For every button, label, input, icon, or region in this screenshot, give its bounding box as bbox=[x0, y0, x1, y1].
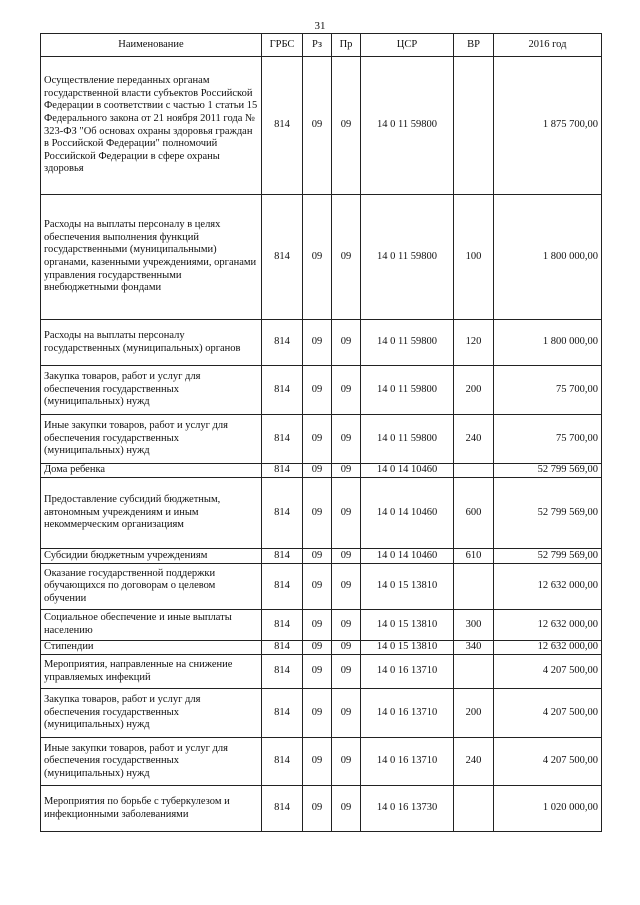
table-row bbox=[41, 738, 602, 786]
table-row bbox=[41, 320, 602, 366]
table-header-row bbox=[41, 34, 602, 57]
cell-vr: 610 bbox=[454, 549, 494, 564]
cell-pr: 09 bbox=[332, 195, 361, 320]
cell-pr: 09 bbox=[332, 655, 361, 689]
cell-amount: 52 799 569,00 bbox=[494, 464, 602, 478]
cell-amount: 1 020 000,00 bbox=[494, 786, 602, 832]
budget-table bbox=[40, 33, 602, 832]
table-row bbox=[41, 786, 602, 832]
cell-amount: 12 632 000,00 bbox=[494, 610, 602, 641]
header-year: 2016 год bbox=[494, 34, 602, 57]
cell-amount: 1 875 700,00 bbox=[494, 57, 602, 195]
table-row bbox=[41, 195, 602, 320]
cell-rz: 09 bbox=[303, 464, 332, 478]
table-row bbox=[41, 655, 602, 689]
cell-name: Осуществление переданных органам государственной власти субъектов Российской Федерации в соответствии с частью 1 статьи 15 Федерального закона от 21 ноября 2011 года № 323-ФЗ "Об основах охраны здоровья граждан в Российской Федерации" полномочий Российской Федерации в сфере охраны здоровья bbox=[41, 57, 262, 195]
table-row bbox=[41, 415, 602, 464]
table-row bbox=[41, 610, 602, 641]
cell-grbs: 814 bbox=[262, 464, 303, 478]
cell-pr: 09 bbox=[332, 610, 361, 641]
table-row bbox=[41, 564, 602, 610]
cell-grbs: 814 bbox=[262, 415, 303, 464]
cell-csr: 14 0 16 13710 bbox=[361, 655, 454, 689]
cell-rz: 09 bbox=[303, 366, 332, 415]
header-vr: ВР bbox=[454, 34, 494, 57]
cell-rz: 09 bbox=[303, 610, 332, 641]
cell-pr: 09 bbox=[332, 415, 361, 464]
cell-name: Закупка товаров, работ и услуг для обеспечения государственных (муниципальных) нужд bbox=[41, 366, 262, 415]
cell-csr: 14 0 11 59800 bbox=[361, 415, 454, 464]
cell-name: Дома ребенка bbox=[41, 464, 262, 478]
cell-name: Расходы на выплаты персоналу государственных (муниципальных) органов bbox=[41, 320, 262, 366]
cell-rz: 09 bbox=[303, 415, 332, 464]
cell-grbs: 814 bbox=[262, 610, 303, 641]
cell-pr: 09 bbox=[332, 478, 361, 549]
cell-rz: 09 bbox=[303, 549, 332, 564]
cell-csr: 14 0 11 59800 bbox=[361, 195, 454, 320]
cell-csr: 14 0 16 13710 bbox=[361, 738, 454, 786]
cell-amount: 52 799 569,00 bbox=[494, 549, 602, 564]
cell-name: Субсидии бюджетным учреждениям bbox=[41, 549, 262, 564]
header-grbs: ГРБС bbox=[262, 34, 303, 57]
table-row bbox=[41, 57, 602, 195]
cell-pr: 09 bbox=[332, 689, 361, 738]
cell-grbs: 814 bbox=[262, 195, 303, 320]
cell-grbs: 814 bbox=[262, 655, 303, 689]
cell-grbs: 814 bbox=[262, 320, 303, 366]
cell-vr: 340 bbox=[454, 641, 494, 655]
cell-grbs: 814 bbox=[262, 366, 303, 415]
cell-amount: 4 207 500,00 bbox=[494, 738, 602, 786]
cell-csr: 14 0 14 10460 bbox=[361, 464, 454, 478]
cell-pr: 09 bbox=[332, 320, 361, 366]
cell-vr bbox=[454, 786, 494, 832]
cell-vr bbox=[454, 464, 494, 478]
cell-rz: 09 bbox=[303, 641, 332, 655]
cell-amount: 75 700,00 bbox=[494, 415, 602, 464]
cell-vr bbox=[454, 655, 494, 689]
cell-csr: 14 0 11 59800 bbox=[361, 366, 454, 415]
cell-name: Оказание государственной поддержки обучающихся по договорам о целевом обучении bbox=[41, 564, 262, 610]
cell-pr: 09 bbox=[332, 786, 361, 832]
cell-grbs: 814 bbox=[262, 549, 303, 564]
cell-csr: 14 0 15 13810 bbox=[361, 564, 454, 610]
cell-pr: 09 bbox=[332, 366, 361, 415]
cell-name: Предоставление субсидий бюджетным, автономным учреждениям и иным некоммерческим организациям bbox=[41, 478, 262, 549]
cell-amount: 12 632 000,00 bbox=[494, 641, 602, 655]
cell-grbs: 814 bbox=[262, 738, 303, 786]
cell-vr: 600 bbox=[454, 478, 494, 549]
cell-amount: 4 207 500,00 bbox=[494, 689, 602, 738]
cell-name: Иные закупки товаров, работ и услуг для обеспечения государственных (муниципальных) нужд bbox=[41, 415, 262, 464]
cell-amount: 75 700,00 bbox=[494, 366, 602, 415]
cell-vr: 240 bbox=[454, 738, 494, 786]
cell-pr: 09 bbox=[332, 641, 361, 655]
cell-vr: 300 bbox=[454, 610, 494, 641]
cell-rz: 09 bbox=[303, 689, 332, 738]
table-row bbox=[41, 478, 602, 549]
table-row bbox=[41, 549, 602, 564]
cell-csr: 14 0 15 13810 bbox=[361, 641, 454, 655]
cell-vr: 240 bbox=[454, 415, 494, 464]
cell-pr: 09 bbox=[332, 464, 361, 478]
cell-name: Расходы на выплаты персоналу в целях обеспечения выполнения функций государственными (муниципальными) органами, казенными учреждениями, органами управления государственными внебюджетными фондами bbox=[41, 195, 262, 320]
cell-csr: 14 0 14 10460 bbox=[361, 549, 454, 564]
cell-vr: 120 bbox=[454, 320, 494, 366]
cell-name: Социальное обеспечение и иные выплаты населению bbox=[41, 610, 262, 641]
table-row bbox=[41, 641, 602, 655]
cell-csr: 14 0 16 13730 bbox=[361, 786, 454, 832]
cell-grbs: 814 bbox=[262, 786, 303, 832]
cell-amount: 1 800 000,00 bbox=[494, 320, 602, 366]
cell-amount: 4 207 500,00 bbox=[494, 655, 602, 689]
cell-name: Иные закупки товаров, работ и услуг для обеспечения государственных (муниципальных) нужд bbox=[41, 738, 262, 786]
cell-csr: 14 0 16 13710 bbox=[361, 689, 454, 738]
cell-pr: 09 bbox=[332, 564, 361, 610]
cell-pr: 09 bbox=[332, 738, 361, 786]
cell-amount: 12 632 000,00 bbox=[494, 564, 602, 610]
cell-rz: 09 bbox=[303, 320, 332, 366]
table-row bbox=[41, 366, 602, 415]
cell-rz: 09 bbox=[303, 478, 332, 549]
cell-rz: 09 bbox=[303, 195, 332, 320]
cell-csr: 14 0 11 59800 bbox=[361, 57, 454, 195]
cell-pr: 09 bbox=[332, 57, 361, 195]
cell-grbs: 814 bbox=[262, 564, 303, 610]
cell-vr: 200 bbox=[454, 689, 494, 738]
page-number: 31 bbox=[314, 20, 326, 32]
header-name: Наименование bbox=[41, 34, 262, 57]
cell-rz: 09 bbox=[303, 738, 332, 786]
cell-rz: 09 bbox=[303, 655, 332, 689]
cell-vr: 100 bbox=[454, 195, 494, 320]
cell-vr bbox=[454, 57, 494, 195]
cell-vr bbox=[454, 564, 494, 610]
cell-amount: 52 799 569,00 bbox=[494, 478, 602, 549]
cell-csr: 14 0 11 59800 bbox=[361, 320, 454, 366]
table-row bbox=[41, 689, 602, 738]
cell-rz: 09 bbox=[303, 57, 332, 195]
cell-vr: 200 bbox=[454, 366, 494, 415]
cell-name: Мероприятия по борьбе с туберкулезом и инфекционными заболеваниями bbox=[41, 786, 262, 832]
cell-name: Мероприятия, направленные на снижение управляемых инфекций bbox=[41, 655, 262, 689]
table-row bbox=[41, 464, 602, 478]
header-rz: Рз bbox=[303, 34, 332, 57]
cell-name: Стипендии bbox=[41, 641, 262, 655]
cell-rz: 09 bbox=[303, 564, 332, 610]
cell-rz: 09 bbox=[303, 786, 332, 832]
cell-grbs: 814 bbox=[262, 641, 303, 655]
cell-grbs: 814 bbox=[262, 689, 303, 738]
header-csr: ЦСР bbox=[361, 34, 454, 57]
cell-name: Закупка товаров, работ и услуг для обеспечения государственных (муниципальных) нужд bbox=[41, 689, 262, 738]
cell-csr: 14 0 15 13810 bbox=[361, 610, 454, 641]
cell-pr: 09 bbox=[332, 549, 361, 564]
cell-grbs: 814 bbox=[262, 57, 303, 195]
header-pr: Пр bbox=[332, 34, 361, 57]
cell-amount: 1 800 000,00 bbox=[494, 195, 602, 320]
cell-csr: 14 0 14 10460 bbox=[361, 478, 454, 549]
cell-grbs: 814 bbox=[262, 478, 303, 549]
